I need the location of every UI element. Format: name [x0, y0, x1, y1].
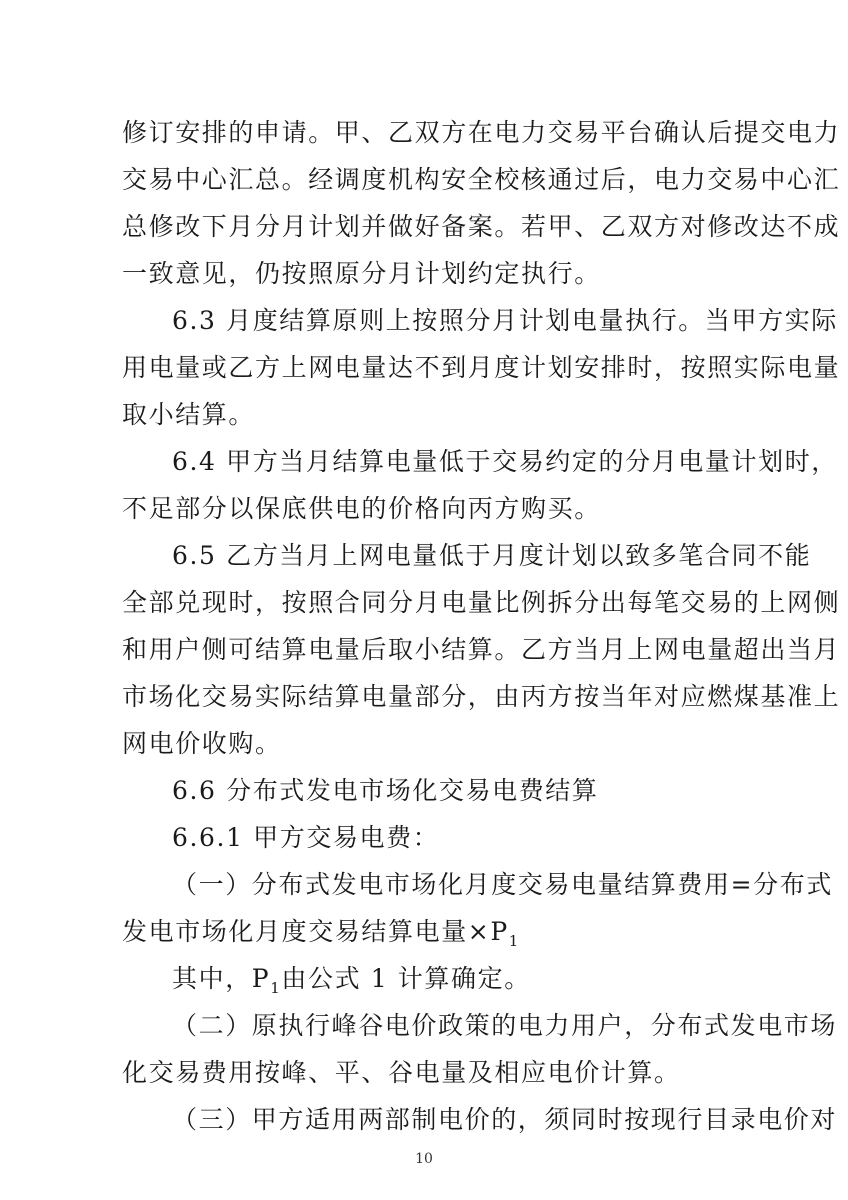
body-text-line: 修订安排的申请。甲、乙双方在电力交易平台确认后提交电力 [122, 118, 841, 147]
body-text-line: 交易中心汇总。经调度机构安全校核通过后，电力交易中心汇 [122, 165, 841, 194]
body-text-line: 市场化交易实际结算电量部分，由丙方按当年对应燃煤基准上 [122, 682, 841, 711]
item-2-line: （二）原执行峰谷电价政策的电力用户，分布式发电市场 [172, 1011, 838, 1040]
section-6-6-1-heading: 6.6.1 甲方交易电费： [172, 823, 440, 852]
clause-6-4-line: 6.4 甲方当月结算电量低于交易约定的分月电量计划时， [172, 447, 838, 476]
item-3-line: （三）甲方适用两部制电价的，须同时按现行目录电价对 [172, 1105, 838, 1134]
body-text-line: 不足部分以保底供电的价格向丙方购买。 [122, 494, 601, 523]
formula-note-line [0, 963, 848, 995]
body-text-line: 网电价收购。 [122, 729, 282, 758]
item-1-line: （一）分布式发电市场化月度交易电量结算费用=分布式 [172, 870, 833, 899]
body-text-line: 全部兑现时，按照合同分月电量比例拆分出每笔交易的上网侧 [122, 588, 841, 617]
clause-6-5-line: 6.5 乙方当月上网电量低于月度计划以致多笔合同不能 [172, 541, 812, 570]
body-text-line: 一致意见，仍按照原分月计划约定执行。 [122, 259, 601, 288]
body-text-line: 化交易费用按峰、平、谷电量及相应电价计算。 [122, 1058, 681, 1087]
formula-note-text: 其中，P [172, 964, 271, 993]
body-text-line: 总修改下月分月计划并做好备案。若甲、乙双方对修改达不成 [122, 212, 841, 241]
section-6-6-heading: 6.6 分布式发电市场化交易电费结算 [172, 776, 599, 805]
body-text-line: 和用户侧可结算电量后取小结算。乙方当月上网电量超出当月 [122, 635, 841, 664]
formula-note-subscript: 1 [270, 979, 282, 997]
formula-text: 发电市场化月度交易结算电量×P [122, 917, 509, 946]
formula-line [0, 916, 848, 948]
body-text-line: 取小结算。 [122, 400, 256, 429]
clause-6-3-line: 6.3 月度结算原则上按照分月计划电量执行。当甲方实际 [172, 306, 838, 335]
page-number: 10 [415, 1151, 433, 1167]
formula-note-text-end: 由公式 1 计算确定。 [281, 964, 531, 993]
formula-subscript: 1 [508, 932, 520, 950]
body-text-line: 用电量或乙方上网电量达不到月度计划安排时，按照实际电量 [122, 353, 841, 382]
